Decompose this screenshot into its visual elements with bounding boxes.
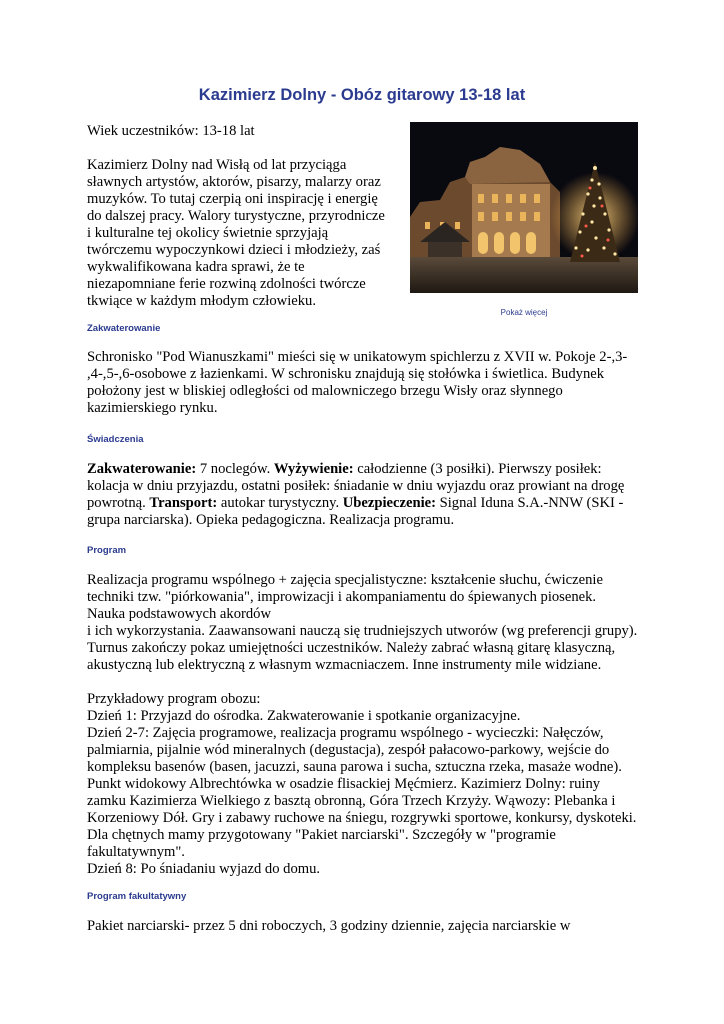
text-line xyxy=(87,495,647,512)
text-line: Pakiet narciarski- przez 5 dni roboczych, 3 godziny dziennie, zajęcia narciarskie w xyxy=(87,918,571,934)
text-line: palmiarnia, pijalnie wód mineralnych (degustacja), zespół pałacowo-parkowy, wejście do xyxy=(87,742,610,758)
text-line: Schronisko "Pod Wianuszkami" mieści się w unikatowym spichlerzu z XVII w. Pokoje 2-,3- xyxy=(87,349,628,365)
intro-line: twórczemu wypoczynkowi dzieci i młodzieży, zaś xyxy=(87,242,381,258)
intro-line: i kulturalne tej okolicy świetnie sprzyjają xyxy=(87,225,329,241)
text-line: Dzień 8: Po śniadaniu wyjazd do domu. xyxy=(87,861,321,877)
text-line xyxy=(87,461,647,478)
text-line: fakultatywnym". xyxy=(87,844,185,860)
text-line: Przykładowy program obozu: xyxy=(87,691,261,707)
accommodation-text: 7 noclegów. xyxy=(196,461,274,477)
insurance-text: Signal Iduna S.A.-NNW (SKI - xyxy=(435,495,624,511)
text-line: Nauka podstawowych akordów xyxy=(87,606,271,622)
transport-text: autokar turystyczny. xyxy=(217,495,343,511)
text-line: Dzień 2-7: Zajęcia programowe, realizacja programu wspólnego - wycieczki: Nałęczów, xyxy=(87,725,604,741)
intro-block xyxy=(87,123,397,310)
fakultatywny-text xyxy=(87,918,657,935)
text-line: Realizacja programu wspólnego + zajęcia specjalistyczne: kształcenie słuchu, ćwiczenie xyxy=(87,572,603,588)
text-line: ,4-,5-,6-osobowe z łazienkami. W schronisku znajdują się stołówka i świetlica. Budynek xyxy=(87,366,605,382)
text-fragment: powrotną. xyxy=(87,495,150,511)
age-line: Wiek uczestników: 13-18 lat xyxy=(87,123,255,139)
intro-line: tkwiące w każdym młodym człowieku. xyxy=(87,293,316,309)
accommodation-label: Zakwaterowanie: xyxy=(87,461,197,477)
text-line: grupa narciarska). Opieka pedagogiczna. Realizacja programu. xyxy=(87,512,455,528)
intro-line: niezapomniane ferie rozwiną zdolności twórcze xyxy=(87,276,366,292)
text-line: kolacja w dniu przyjazdu, ostatni posiłek: śniadanie w dniu wyjazdu oraz prowiant na drogę xyxy=(87,478,625,494)
show-more-link[interactable]: Pokaż więcej xyxy=(500,308,548,317)
text-line: i ich wykorzystania. Zaawansowani nauczą się trudniejszych utworów (wg preferencji grupy). xyxy=(87,623,638,639)
food-text: całodzienne (3 posiłki). Pierwszy posiłek: xyxy=(353,461,602,477)
text-line: położony jest w bliskiej odległości od malowniczego brzegu Wisły oraz słynnego xyxy=(87,383,563,399)
text-line: Dzień 1: Przyjazd do ośrodka. Zakwaterowanie i spotkanie organizacyjne. xyxy=(87,708,521,724)
section-heading-zakwaterowanie: Zakwaterowanie xyxy=(87,323,161,334)
transport-label: Transport: xyxy=(149,495,218,511)
zakwaterowanie-text xyxy=(87,349,647,417)
text-line: Turnus zakończy pokaz umiejętności uczestników. Należy zabrać własną gitarę klasyczną, xyxy=(87,640,616,656)
photo-illustration xyxy=(410,122,638,293)
page-title: Kazimierz Dolny - Obóz gitarowy 13-18 lat xyxy=(198,86,526,104)
text-line: kompleksu basenów (basen, jacuzzi, sauna parowa i sucha, sztuczna rzeka, masaże wodne). xyxy=(87,759,622,775)
text-line: kazimierskiego rynku. xyxy=(87,400,218,416)
section-heading-fakultatywny: Program fakultatywny xyxy=(87,891,187,902)
swiadczenia-text xyxy=(87,461,647,529)
insurance-label: Ubezpieczenie: xyxy=(342,495,436,511)
intro-line: muzyków. To tutaj czerpią oni inspirację i energię xyxy=(87,191,378,207)
intro-line: wykwalifikowana kadra sprawi, że te xyxy=(87,259,305,275)
intro-line: Kazimierz Dolny nad Wisłą od lat przyciąga xyxy=(87,157,347,173)
section-heading-program: Program xyxy=(87,545,127,556)
text-line: akustyczną lub elektryczną z własnym wzmacniaczem. Inne instrumenty mile widziane. xyxy=(87,657,602,673)
text-line: techniki tzw. "piórkowania", improwizacji i akompaniamentu do śpiewanych piosenek. xyxy=(87,589,597,605)
section-heading-swiadczenia: Świadczenia xyxy=(87,434,144,445)
intro-line: sławnych artystów, aktorów, pisarzy, malarzy oraz xyxy=(87,174,381,190)
town-square-photo xyxy=(410,122,638,293)
text-line: Korzeniowy Dół. Gry i zabawy ruchowe na śniegu, rozgrywki sportowe, konkursy, dyskoteki. xyxy=(87,810,637,826)
program-text xyxy=(87,572,657,878)
food-label: Wyżywienie: xyxy=(273,461,354,477)
text-line: zamku Kazimierza Wielkiego z basztą obronną, Góra Trzech Krzyży. Wąwozy: Plebanka i xyxy=(87,793,616,809)
intro-line: do dalszej pracy. Walory turystyczne, przyrodnicze xyxy=(87,208,385,224)
text-line: Dla chętnych mamy przygotowany "Pakiet narciarski". Szczegóły w "programie xyxy=(87,827,556,843)
text-line: Punkt widokowy Albrechtówka w osadzie flisackiej Męćmierz. Kazimierz Dolny: ruiny xyxy=(87,776,601,792)
